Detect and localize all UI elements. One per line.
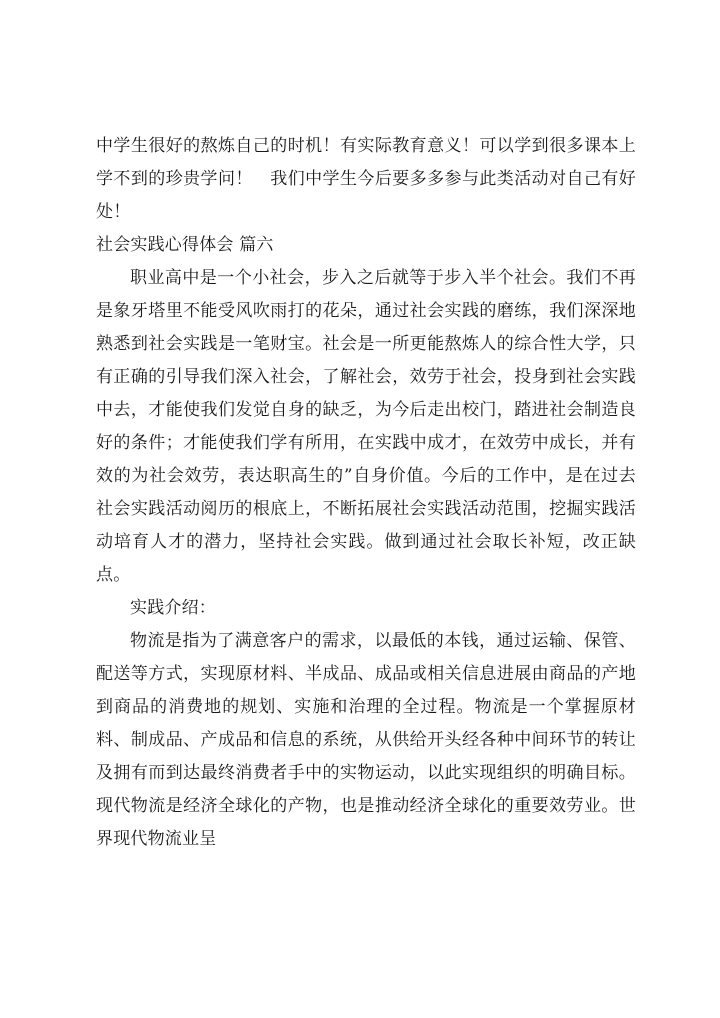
practice-intro-label: 实践介绍：	[130, 598, 216, 618]
body-paragraph-logistics: 物流是指为了满意客户的需求，以最低的本钱，通过运输、保管、配送等方式，实现原材料、半成品、成品或相关信息进展由商品的产地到商品的消费地的规划、实施和治理的全过程。物流是一个掌握原材料、制成品、产成品和信息的系统，从供给开头经各种中间环节的转让及拥有而到达最终消费者手中的实物运动，以此实现组织的明确目标。现代物流是经济全球化的产物，也是推动经济全球化的重要效劳业。世界现代物流业呈	[96, 631, 636, 849]
document-body	[96, 130, 636, 856]
body-paragraph-intro: 职业高中是一个小社会，步入之后就等于步入半个社会。我们不再是象牙塔里不能受风吹雨打的花朵，通过社会实践的磨练，我们深深地熟悉到社会实践是一笔财宝。社会是一所更能熬炼人的综合性大学，只有正确的引导我们深入社会，了解社会，效劳于社会，投身到社会实践中去，才能使我们发觉自身的缺乏，为今后走出校门，踏进社会制造良好的条件；才能使我们学有所用，在实践中成才，在效劳中成长，并有效的为社会效劳，表达职高生的”自身价值。今后的工作中，是在过去社会实践活动阅历的根底上，不断拓展社会实践活动范围，挖掘实践活动培育人才的潜力，坚持社会实践。做到通过社会取长补短，改正缺点。	[96, 268, 636, 585]
continuation-paragraph: 中学生很好的熬炼自己的时机！有实际教育意义！可以学到很多课本上学不到的珍贵学问！ 我们中学生今后要多多参与此类活动对自己有好处！	[96, 136, 636, 222]
section-heading: 社会实践心得体会 篇六	[96, 235, 274, 255]
